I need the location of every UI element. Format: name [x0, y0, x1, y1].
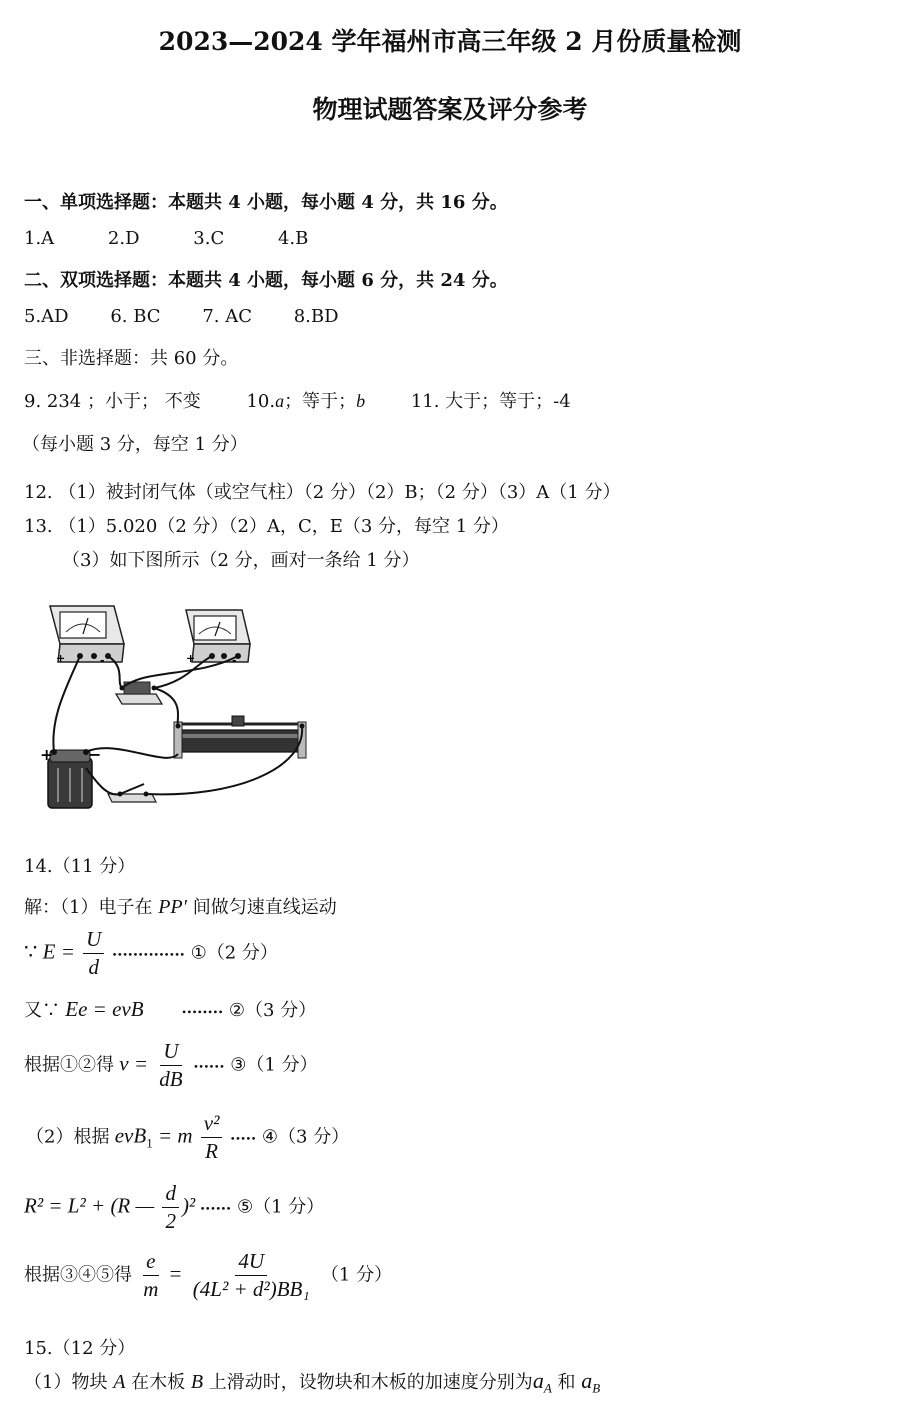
- q14-equation-1: ∵ E = $\frac{U}{d}$ •••••••••••••• ①（2 分）: [24, 927, 278, 980]
- answer-9: 9. 234 ；小于； 不变: [24, 391, 201, 412]
- answer-13-part3: （3）如下图所示（2 分，画对一条给 1 分）: [62, 550, 420, 571]
- voltmeter-plus-label: +: [186, 652, 196, 665]
- answer-6: 6. BC: [110, 306, 161, 327]
- answers-9-10-11: [24, 387, 571, 413]
- answer-8: 8.BD: [293, 306, 339, 327]
- battery-icon: [48, 749, 92, 808]
- section2-answers: [24, 306, 339, 327]
- q14-header: 14.（11 分）: [24, 856, 136, 877]
- section2-heading: 二、双项选择题：本题共 4 小题，每小题 6 分，共 24 分。: [24, 270, 508, 291]
- answer-2: 2.D: [107, 228, 140, 249]
- switch-icon: [108, 784, 156, 802]
- resistor-icon: [116, 682, 162, 704]
- voltmeter-minus-label: -: [232, 654, 237, 667]
- battery-minus-label: −: [88, 745, 102, 764]
- q14-equation-4: （2）根据 evB$_1$ = m $\frac{\text{v²}}{R}$ ••••• ④（3 分）: [26, 1111, 350, 1164]
- answer-7: 7. AC: [202, 306, 252, 327]
- ammeter-plus-label: +: [56, 652, 66, 665]
- q14-equation-3: 根据①②得 v = $\frac{U}{dB}$ •••••• ③（1 分）: [24, 1039, 318, 1092]
- answer-5: 5.AD: [24, 306, 69, 327]
- section1-heading: 一、单项选择题：本题共 4 小题，每小题 4 分，共 16 分。: [24, 192, 508, 213]
- battery-plus-label: +: [40, 745, 54, 764]
- answer-13-part1: 13. （1）5.020（2 分）（2）A，C，E（3 分，每空 1 分）: [24, 516, 509, 537]
- q14-equation-6: 根据③④⑤得 $\frac{e}{m}$ = $\frac{4U}{\text{(4L² + d²)BB₁}}$ （1 分）: [24, 1249, 393, 1302]
- section1-answers: [24, 228, 308, 249]
- answer-10: 10.a；等于；b: [246, 391, 366, 412]
- section3-heading: 三、非选择题：共 60 分。: [24, 348, 239, 369]
- answer-12: 12. （1）被封闭气体（或空气柱）（2 分）（2）B；（2 分）（3）A（1 分）: [24, 482, 621, 503]
- answer-1: 1.A: [24, 228, 55, 249]
- ammeter-minus-label: -: [100, 654, 105, 667]
- q14-equation-2: 又∵ Ee = evB •••••••• ②（3 分）: [24, 997, 317, 1021]
- voltmeter-icon: [186, 610, 250, 662]
- answer-4: 4.B: [277, 228, 309, 249]
- q15-header: 15.（12 分）: [24, 1338, 136, 1359]
- page-subtitle: 物理试题答案及评分参考: [312, 95, 588, 124]
- page-title: 2023—2024 学年福州市高三年级 2 月份质量检测: [158, 27, 742, 56]
- q14-equation-5: R² = L² + (R — $\frac{d}{2}$ )² •••••• ⑤（1 分）: [24, 1181, 325, 1234]
- scoring-note: （每小题 3 分，每空 1 分）: [22, 434, 248, 455]
- answer-11: 11. 大于；等于；-4: [410, 391, 571, 412]
- answer-3: 3.C: [193, 228, 225, 249]
- rheostat-icon: [174, 716, 306, 758]
- q14-intro: 解：（1）电子在 PP′ 间做匀速直线运动: [24, 896, 337, 918]
- q15-line-1: （1）物块 A 在木板 B 上滑动时，设物块和木板的加速度分别为$a_A$ 和 $a_B$: [24, 1368, 601, 1396]
- circuit-diagram: [36, 598, 316, 820]
